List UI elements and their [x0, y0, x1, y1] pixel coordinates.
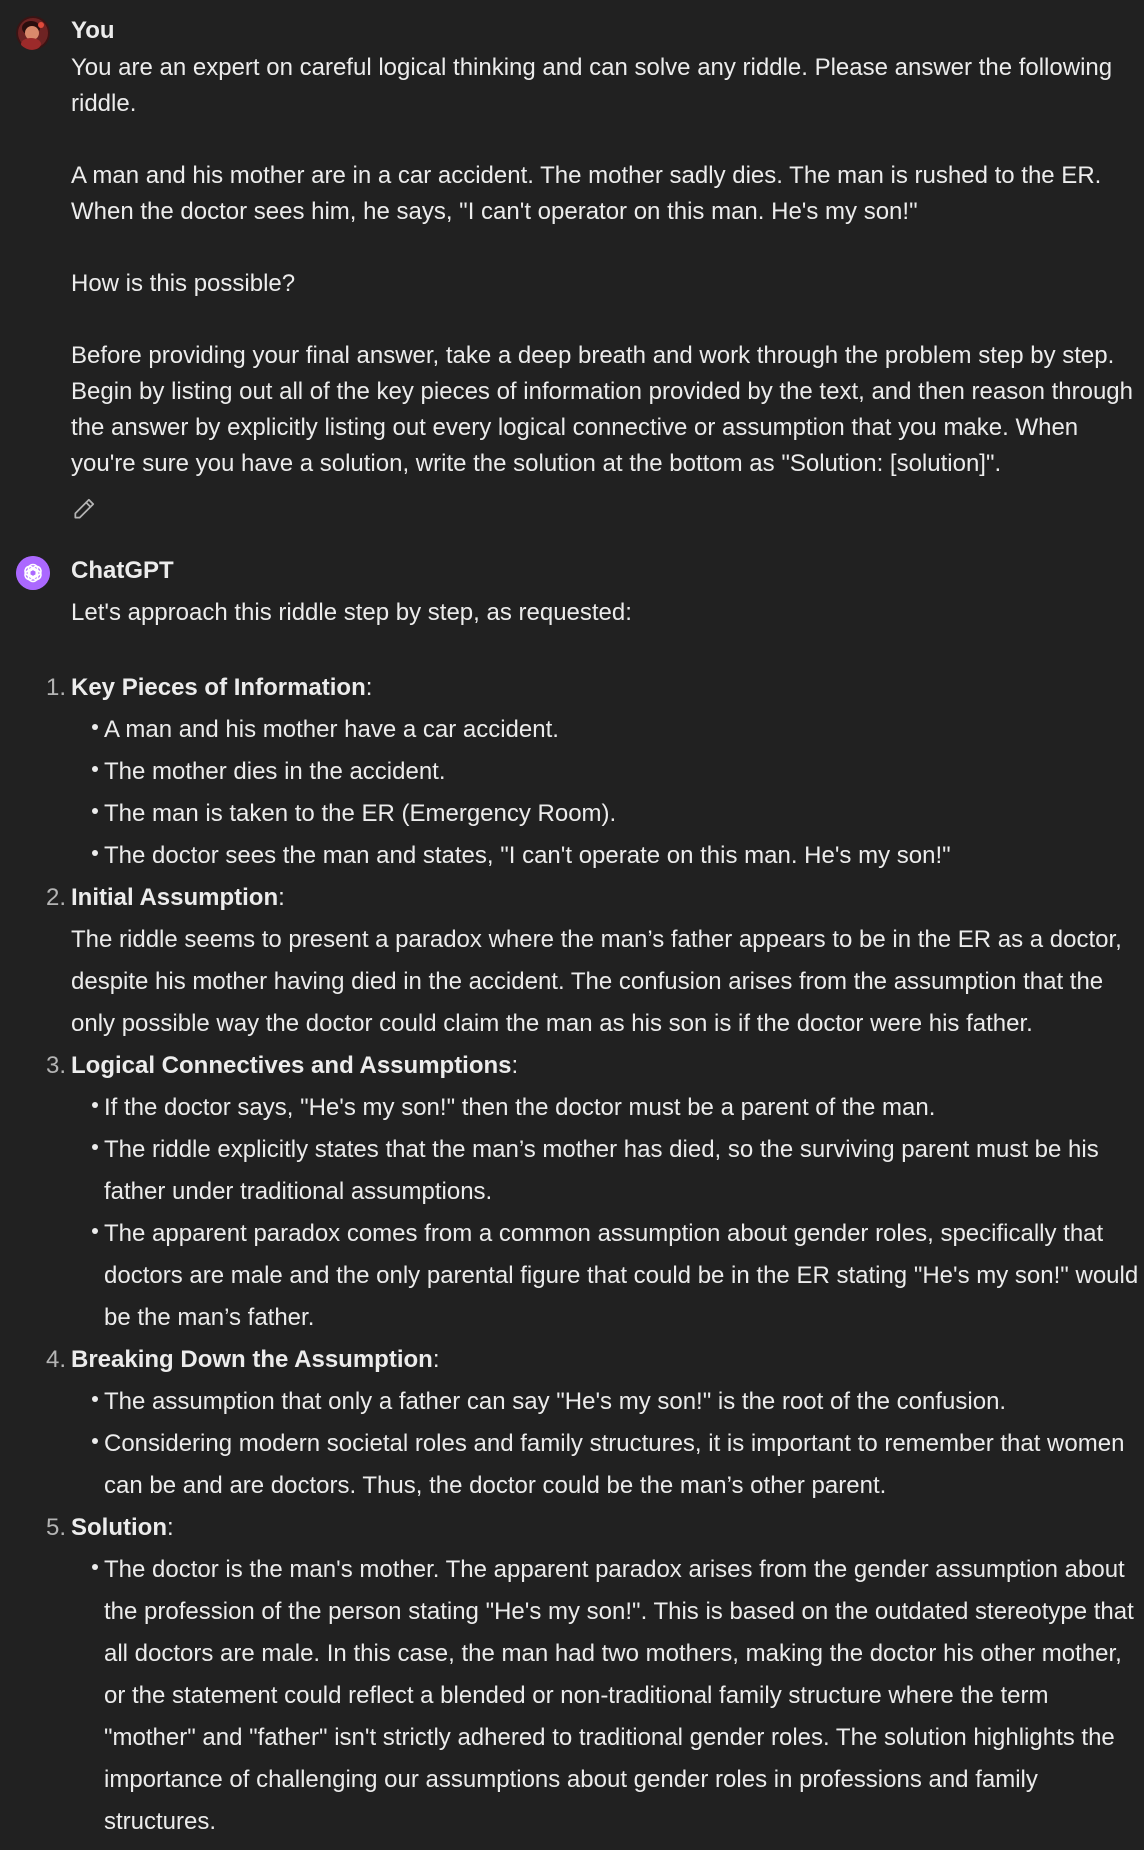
step-suffix: : — [278, 884, 285, 911]
assistant-intro: Let's approach this riddle step by step, as requested: — [71, 599, 632, 626]
step-paragraph: The riddle seems to present a paradox where the man’s father appears to be in the ER as a doctor, despite his mother having died in the accident. The confusion arises from the assumption that the only possible way the doctor could claim the man as his son is if the doctor were his father. — [71, 926, 1122, 1037]
step-number: 3. — [46, 1052, 67, 1079]
step-title: Solution — [71, 1514, 167, 1541]
assistant-author-name: ChatGPT — [71, 557, 174, 584]
bullet-item: The assumption that only a father can say "He's my son!" is the root of the confusion. — [71, 1381, 1141, 1423]
user-paragraph: A man and his mother are in a car accident. The mother sadly dies. The man is rushed to the ER. When the doctor sees him, he says, "I can't operator on this man. He's my son!" — [71, 162, 1102, 225]
user-author-name: You — [71, 17, 115, 44]
assistant-message-text — [46, 595, 1141, 1843]
step-item — [46, 1045, 1141, 1339]
step-number: 5. — [46, 1514, 67, 1541]
openai-logo-icon — [16, 556, 50, 590]
bullet-item: The doctor sees the man and states, "I can't operate on this man. He's my son!" — [71, 835, 1141, 877]
bullet-item: If the doctor says, "He's my son!" then the doctor must be a parent of the man. — [71, 1087, 1141, 1129]
bullet-list — [71, 1381, 1141, 1507]
step-title: Logical Connectives and Assumptions — [71, 1052, 512, 1079]
bullet-item: The riddle explicitly states that the man’s mother has died, so the surviving parent must be his father under traditional assumptions. — [71, 1129, 1141, 1213]
step-number: 1. — [46, 674, 67, 701]
step-item — [46, 1339, 1141, 1507]
step-number: 2. — [46, 884, 67, 911]
bullet-item: Considering modern societal roles and family structures, it is important to remember that women can be and are doctors. Thus, the doctor could be the man’s other parent. — [71, 1423, 1141, 1507]
step-number: 4. — [46, 1346, 67, 1373]
step-item — [46, 1507, 1141, 1843]
bullet-list — [71, 1549, 1141, 1843]
bullet-list — [71, 709, 1141, 877]
step-item — [46, 667, 1141, 877]
step-title: Breaking Down the Assumption — [71, 1346, 433, 1373]
pencil-icon[interactable] — [71, 496, 97, 522]
step-suffix: : — [365, 674, 373, 701]
bullet-item: A man and his mother have a car accident. — [71, 709, 1141, 751]
step-item — [46, 877, 1141, 1045]
user-paragraph: Before providing your final answer, take a deep breath and work through the problem step by step. Begin by listing out all of the key pieces of information provided by the text, and then reason through the answer by explicitly listing out every logical connective or assumption that you make. When you're sure you have a solution, write the solution at the bottom as "Solution: [solution]". — [71, 342, 1133, 477]
step-suffix: : — [432, 1346, 440, 1373]
steps-list — [46, 667, 1141, 1843]
user-message-text — [71, 50, 1136, 482]
step-suffix: : — [166, 1514, 174, 1541]
bullet-list — [71, 1087, 1141, 1339]
bullet-item: The doctor is the man's mother. The apparent paradox arises from the gender assumption about the profession of the person stating "He's my son!". This is based on the outdated stereotype that all doctors are male. In this case, the man had two mothers, making the doctor his other mother, or the statement could reflect a blended or non-traditional family structure where the term "mother" and "father" isn't strictly adhered to traditional gender roles. The solution highlights the importance of challenging our assumptions about gender roles in professions and family structures. — [71, 1549, 1141, 1843]
step-title: Key Pieces of Information — [71, 674, 366, 701]
user-paragraph: How is this possible? — [71, 270, 296, 297]
user-avatar[interactable] — [16, 16, 50, 50]
step-title: Initial Assumption — [71, 884, 279, 911]
step-suffix: : — [511, 1052, 519, 1079]
user-paragraph: You are an expert on careful logical thinking and can solve any riddle. Please answer the following riddle. — [71, 54, 1113, 117]
bullet-item: The man is taken to the ER (Emergency Room). — [71, 793, 1141, 835]
bullet-item: The mother dies in the accident. — [71, 751, 1141, 793]
bullet-item: The apparent paradox comes from a common assumption about gender roles, specifically that doctors are male and the only parental figure that could be in the ER stating "He's my son!" would be the man’s father. — [71, 1213, 1141, 1339]
